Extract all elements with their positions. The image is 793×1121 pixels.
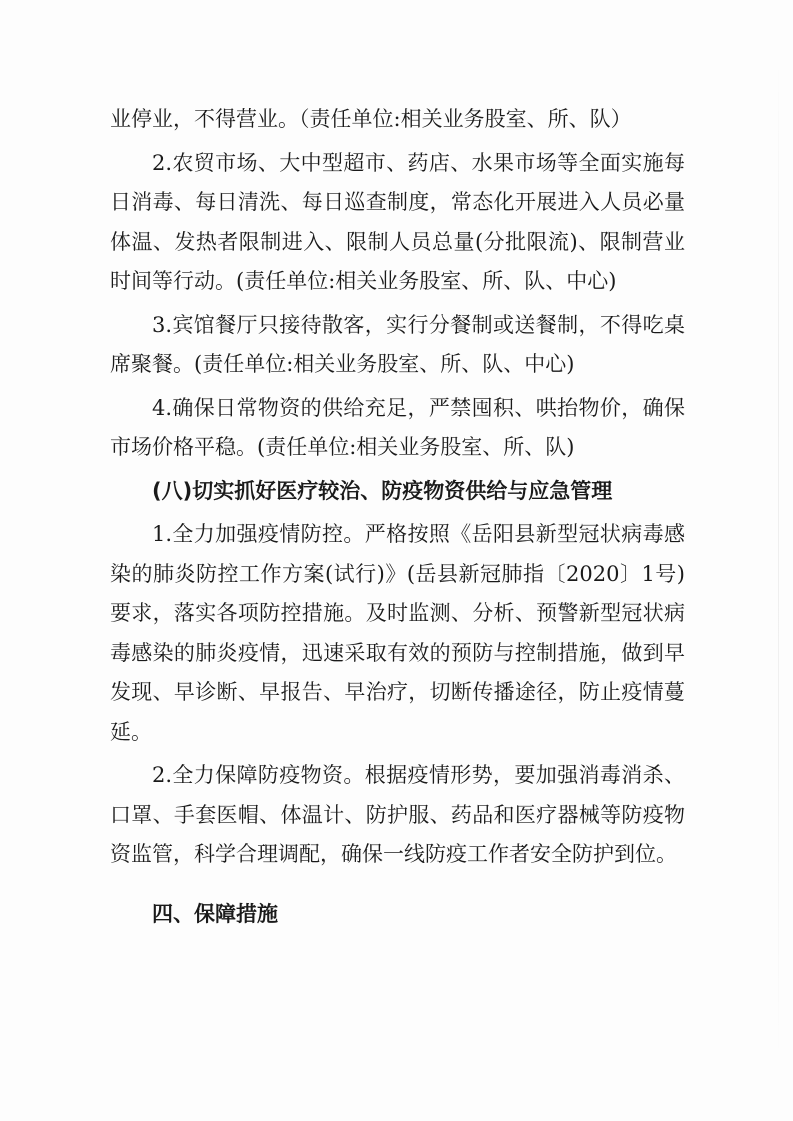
paragraph-continuation: 业停业，不得营业。（责任单位:相关业务股室、所、队） [110, 107, 632, 131]
paragraph-item-1-epidemic-control: 1.全力加强疫情防控。严格按照《岳阳县新型冠状病毒感染的肺炎防控工作方案(试行)》(岳县新冠肺指〔2020〕1号)要求，落实各项防控措施。及时监测、分析、预警新型冠状病毒感染的肺炎疫情，迅速采取有效的预防与控制措施，做到早发现、早诊断、早报告、早治疗，切断传播途径，防止疫情蔓延。 [110, 522, 685, 744]
paragraph-item-4-supplies: 4.确保日常物资的供给充足，严禁囤积、哄抬物价，确保市场价格平稳。(责任单位:相关业务股室、所、队) [110, 395, 685, 459]
paragraph-item-3-hotels: 3.宾馆餐厅只接待散客，实行分餐制或送餐制，不得吃桌席聚餐。(责任单位:相关业务股室、所、队、中心) [110, 312, 685, 376]
paragraph-item-2-markets: 2.农贸市场、大中型超市、药店、水果市场等全面实施每日消毒、每日清洗、每日巡查制度，常态化开展进入人员必量体温、发热者限制进入、限制人员总量(分批限流)、限制营业时间等行动。(责任单位:相关业务股室、所、队、中心) [110, 150, 685, 293]
document-body [110, 100, 685, 938]
scan-edge-shadow [778, 60, 779, 1060]
paragraph-item-2-protective-supplies: 2.全力保障防疫物资。根据疫情形势，要加强消毒消杀、口罩、手套医帽、体温计、防护服、药品和医疗器械等防疫物资监管，科学合理调配，确保一线防疫工作者安全防护到位。 [110, 763, 685, 866]
section-heading-eight: (八)切实抓好医疗较治、防疫物资供给与应急管理 [152, 478, 613, 503]
section-heading-four: 四、保障措施 [152, 901, 278, 926]
